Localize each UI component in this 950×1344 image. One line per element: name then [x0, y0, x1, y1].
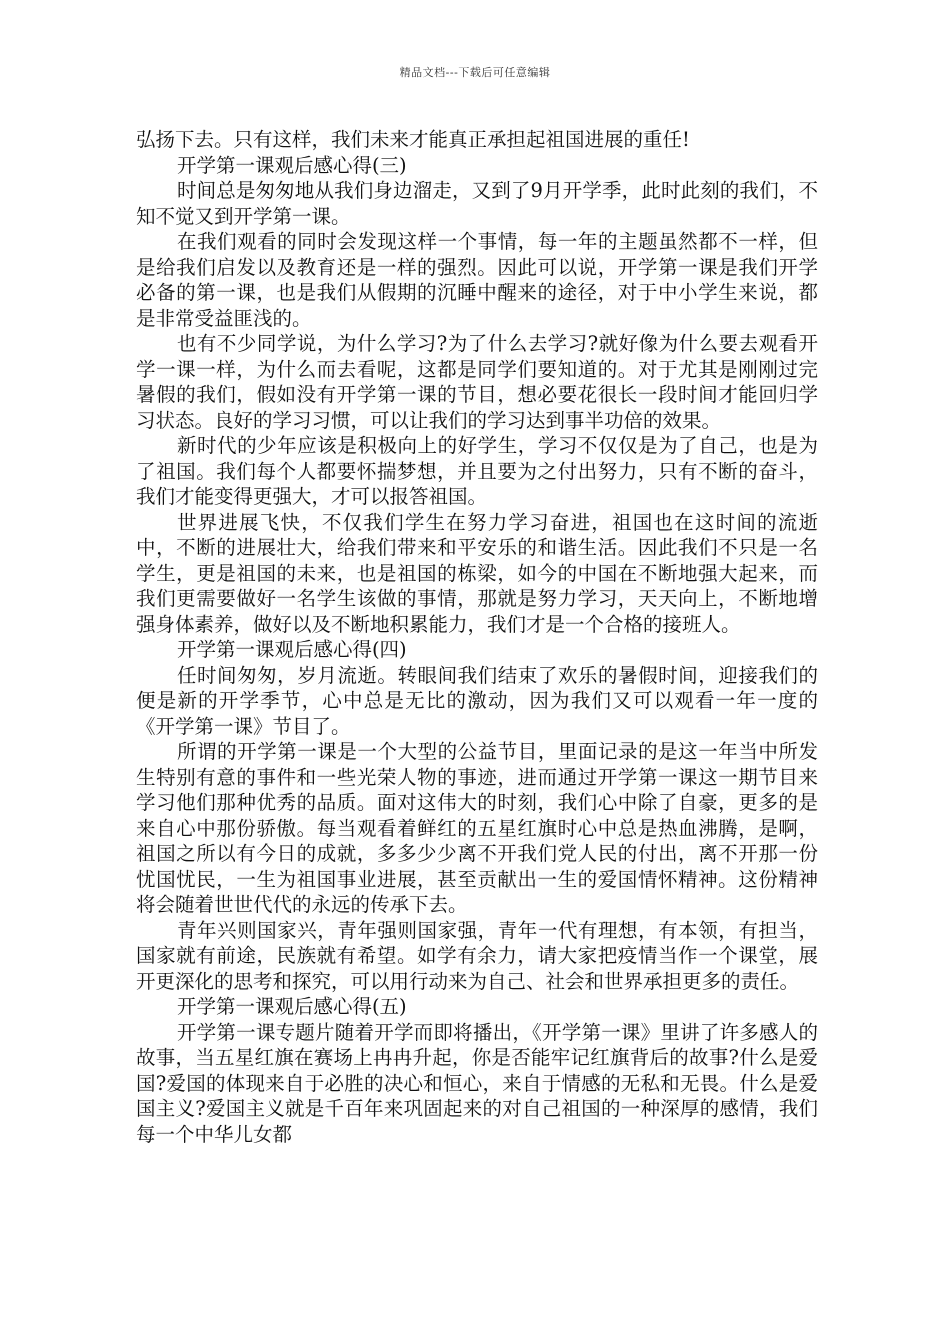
paragraph: 任时间匆匆，岁月流逝。转眼间我们结束了欢乐的暑假时间，迎接我们的便是新的开学季节，心中总是无比的激动，因为我们又可以观看一年一度的《开学第一课》节目了。: [136, 663, 818, 738]
paragraph: 时间总是匆匆地从我们身边溜走，又到了9月开学季，此时此刻的我们，不知不觉又到开学第一课。: [136, 179, 818, 228]
section-heading: 开学第一课观后感心得(五): [176, 995, 407, 1018]
paragraph: 世界进展飞快，不仅我们学生在努力学习奋进，祖国也在这时间的流逝中，不断的进展壮大，给我们带来和平安乐的和谐生活。因此我们不只是一名学生，更是祖国的未来，也是祖国的栋梁，如今的中国在不断地强大起来，而我们更需要做好一名学生该做的事情，那就是努力学习，天天向上，不断地增强身体素养，做好以及不断地积累能力，我们才是一个合格的接班人。: [136, 510, 818, 636]
paragraph: 新时代的少年应该是积极向上的好学生，学习不仅仅是为了自己，也是为了祖国。我们每个人都要怀揣梦想，并且要为之付出努力，只有不断的奋斗，我们才能变得更强大，才可以报答祖国。: [136, 434, 818, 508]
page-header: 精品文档---下载后可任意编辑: [399, 66, 551, 79]
section-heading: 开学第一课观后感心得(四): [176, 638, 407, 661]
section-heading: 开学第一课观后感心得(三): [176, 153, 407, 177]
paragraph: 开学第一课专题片随着开学而即将播出，《开学第一课》里讲了许多感人的故事，当五星红旗在赛场上冉冉升起，你是否能牢记红旗背后的故事?什么是爱国?爱国的体现来自于必胜的决心和恒心，来自于情感的无私和无畏。什么是爱国主义?爱国主义就是千百年来巩固起来的对自己祖国的一种深厚的感情，我们每一个中华儿女都: [136, 1020, 818, 1146]
paragraph: 所谓的开学第一课是一个大型的公益节目，里面记录的是这一年当中所发生特别有意的事件和一些光荣人物的事迹，进而通过开学第一课这一期节目来学习他们那种优秀的品质。面对这伟大的时刻，我们心中除了自豪，更多的是来自心中那份骄傲。每当观看着鲜红的五星红旗时心中总是热血沸腾，是啊，祖国之所以有今日的成就，多多少少离不开我们党人民的付出，离不开那一份忧国忧民，一生为祖国事业进展，甚至贡献出一生的爱国情怀精神。这份精神将会随着世世代代的永远的传承下去。: [136, 740, 818, 916]
paragraph: 也有不少同学说，为什么学习?为了什么去学习?就好像为什么要去观看开学一课一样，为什么而去看呢，这都是同学们要知道的。对于尤其是刚刚过完暑假的我们，假如没有开学第一课的节目，想必要花很长一段时间才能回归学习状态。良好的学习习惯，可以让我们的学习达到事半功倍的效果。: [136, 332, 818, 432]
document-body: [136, 127, 818, 1147]
paragraph: 在我们观看的同时会发现这样一个事情，每一年的主题虽然都不一样，但是给我们启发以及教育还是一样的强烈。因此可以说，开学第一课是我们开学必备的第一课，也是我们从假期的沉睡中醒来的途径，对于中小学生来说，都是非常受益匪浅的。: [136, 230, 818, 330]
paragraph: 青年兴则国家兴，青年强则国家强，青年一代有理想，有本领，有担当，国家就有前途，民族就有希望。如学有余力，请大家把疫情当作一个课堂，展开更深化的思考和探究，可以用行动来为自己、社会和世界承担更多的责任。: [136, 918, 818, 993]
paragraph: 弘扬下去。只有这样，我们未来才能真正承担起祖国进展的重任!: [136, 128, 690, 151]
